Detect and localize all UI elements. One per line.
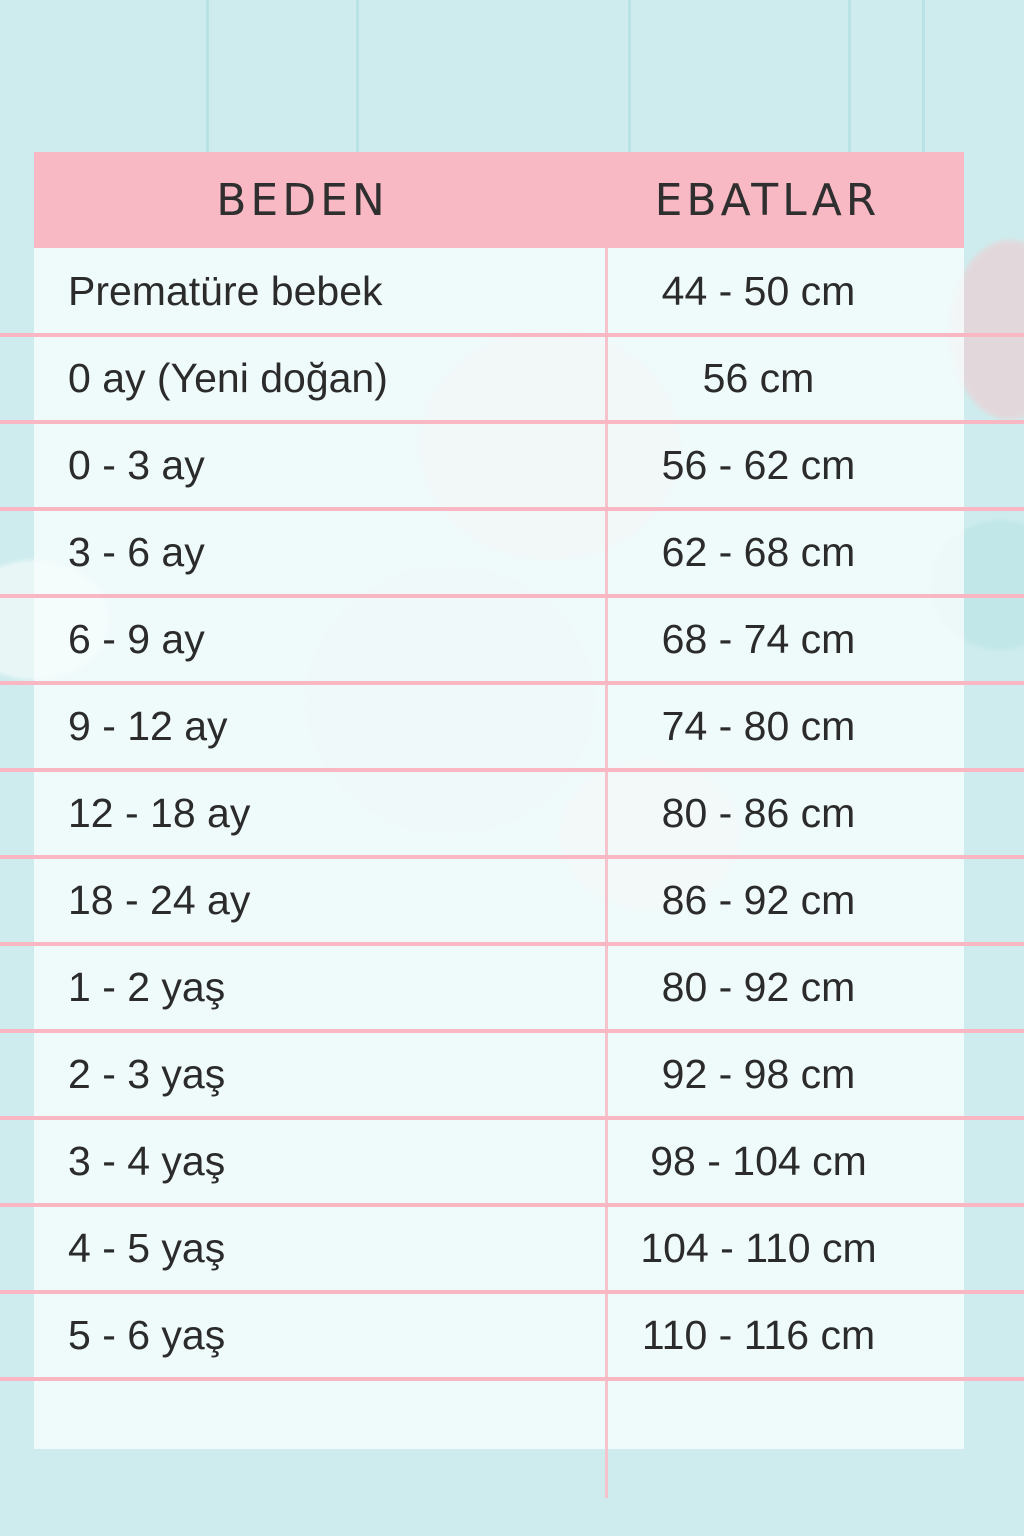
cell-size: 5 - 6 yaş bbox=[68, 1312, 226, 1358]
table-row bbox=[34, 596, 964, 683]
cell-size: 0 - 3 ay bbox=[68, 442, 205, 488]
decor-stripe bbox=[206, 0, 209, 160]
cell-size: Prematüre bebek bbox=[68, 268, 383, 314]
decor-stripe bbox=[628, 0, 631, 160]
table-row bbox=[34, 770, 964, 857]
table-row bbox=[34, 944, 964, 1031]
cell-size: 12 - 18 ay bbox=[68, 790, 251, 836]
decor-stripe bbox=[356, 0, 359, 160]
decor-stripe bbox=[848, 0, 851, 160]
cell-measure: 86 - 92 cm bbox=[661, 877, 856, 923]
decor-stripe bbox=[922, 0, 925, 160]
cell-size: 3 - 4 yaş bbox=[68, 1138, 226, 1184]
cell-measure: 74 - 80 cm bbox=[661, 703, 856, 749]
cell-measure: 56 - 62 cm bbox=[661, 442, 856, 488]
table-row bbox=[34, 335, 964, 422]
cell-size: 4 - 5 yaş bbox=[68, 1225, 226, 1271]
cell-size: 2 - 3 yaş bbox=[68, 1051, 226, 1097]
cell-measure: 110 - 116 cm bbox=[641, 1312, 876, 1358]
cell-measure: 104 - 110 cm bbox=[640, 1225, 877, 1271]
cell-measure: 62 - 68 cm bbox=[661, 529, 856, 575]
table-row bbox=[34, 422, 964, 509]
size-chart-table bbox=[34, 152, 964, 1449]
table-row bbox=[34, 857, 964, 944]
cell-measure: 68 - 74 cm bbox=[661, 616, 856, 662]
column-header-size: BEDEN bbox=[216, 174, 389, 226]
cell-size: 0 ay (Yeni doğan) bbox=[68, 355, 388, 401]
cell-size: 1 - 2 yaş bbox=[68, 964, 226, 1010]
table-row bbox=[34, 1292, 964, 1379]
cell-measure: 80 - 86 cm bbox=[661, 790, 856, 836]
cell-size: 9 - 12 ay bbox=[68, 703, 228, 749]
table-row bbox=[34, 1118, 964, 1205]
table-row bbox=[34, 1031, 964, 1118]
table-body bbox=[34, 248, 964, 1379]
cell-size: 3 - 6 ay bbox=[68, 529, 205, 575]
table-row bbox=[34, 248, 964, 335]
cell-measure: 44 - 50 cm bbox=[661, 268, 856, 314]
cell-size: 6 - 9 ay bbox=[68, 616, 205, 662]
column-header-measure: EBATLAR bbox=[654, 174, 881, 226]
cell-size: 18 - 24 ay bbox=[68, 877, 251, 923]
cell-measure: 80 - 92 cm bbox=[661, 964, 856, 1010]
table-row bbox=[34, 1205, 964, 1292]
cell-measure: 98 - 104 cm bbox=[650, 1138, 867, 1184]
table-header-row bbox=[34, 152, 964, 248]
cell-measure: 92 - 98 cm bbox=[661, 1051, 856, 1097]
table-row bbox=[34, 509, 964, 596]
cell-measure: 56 cm bbox=[702, 355, 815, 401]
table-footer-spacer bbox=[34, 1379, 964, 1449]
table-row bbox=[34, 683, 964, 770]
